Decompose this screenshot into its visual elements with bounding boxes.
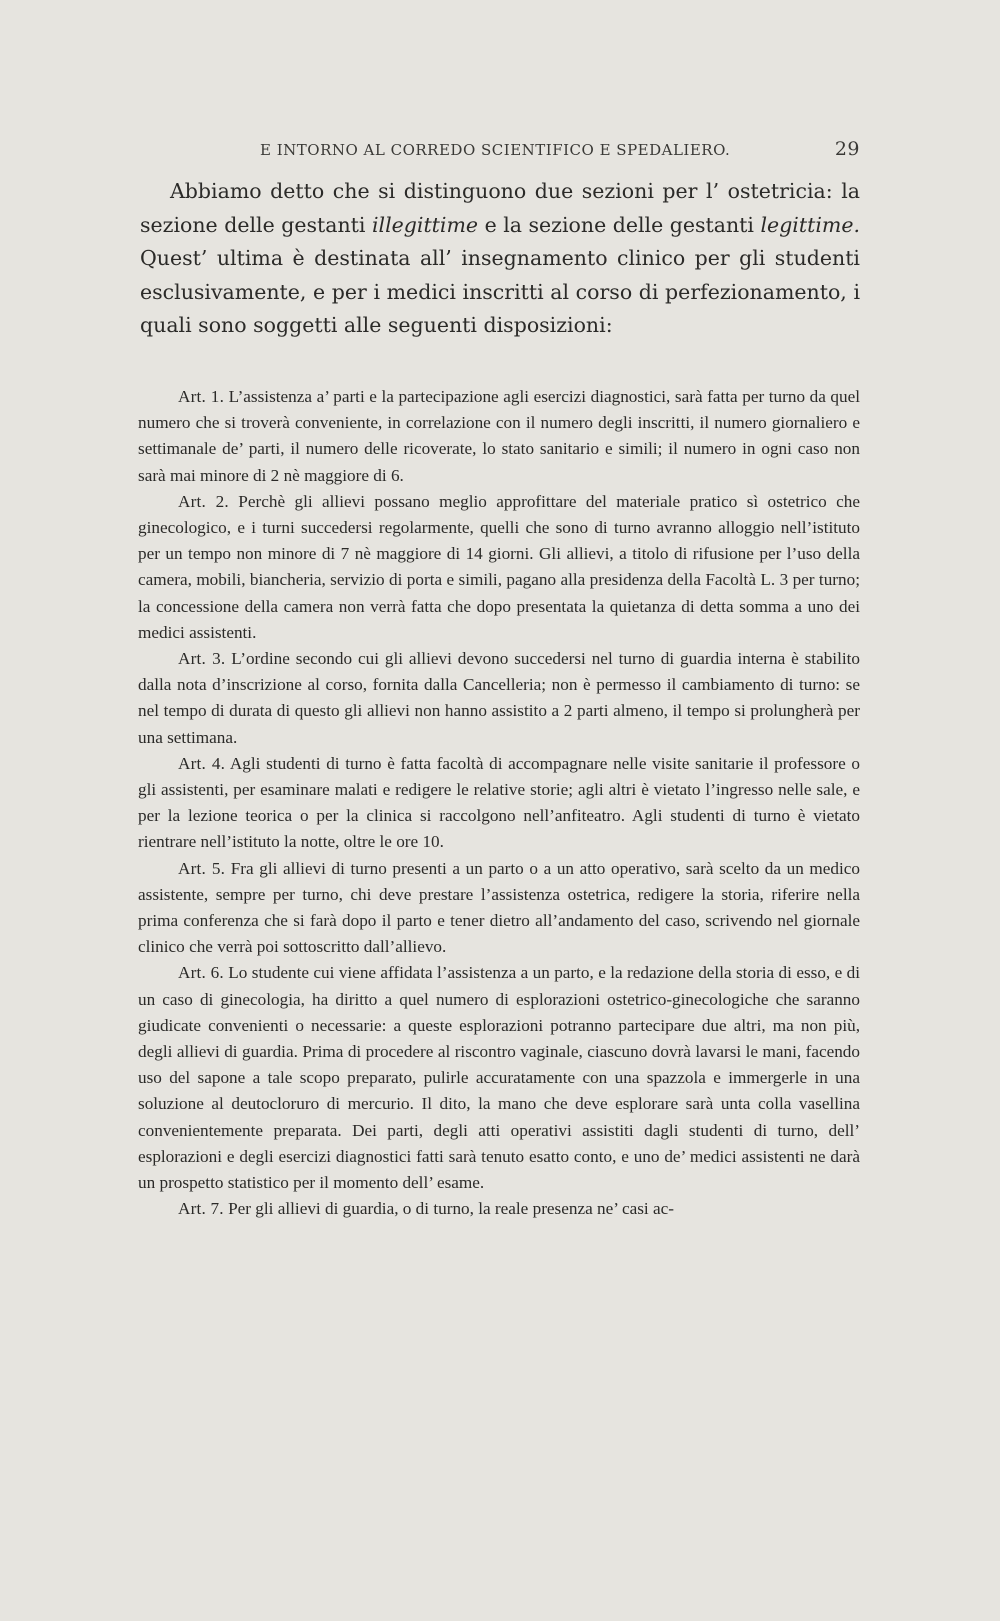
article-text: L’ordine secondo cui gli allievi devono succedersi nel turno di guardia interna è stabilito dalla nota d’inscrizione al corso, fornita dalla Cancelleria; non è permesso il cambiamento di turno: se nel tempo di durata di questo gli allievi non hanno assistito a 2 parti almeno, il tempo si prolungherà per una settimana. bbox=[138, 649, 861, 747]
intro-paragraph bbox=[140, 175, 860, 343]
article-text: Perchè gli allievi possano meglio approfittare del materiale pratico sì ostetrico che ginecologico, e i turni succedersi regolarmente, quelli che sono di turno avranno alloggio nell’istituto per un tempo non minore di 7 nè maggiore di 14 giorni. Gli allievi, a titolo di rifusione per l’uso della camera, mobili, biancheria, servizio di porta e simili, pagano alla presidenza della Facoltà L. 3 per turno; la concessione della camera non verrà fatta che dopo presentata la quietanza di detta somma a uno dei medici assistenti. bbox=[138, 491, 860, 642]
article-1 bbox=[138, 384, 860, 489]
article-4 bbox=[138, 751, 860, 856]
article-label: Art. 2. bbox=[178, 491, 229, 511]
article-text: Fra gli allievi di turno presenti a un parto o a un atto operativo, sarà scelto da un medico assistente, sempre per turno, chi deve prestare l’assistenza ostetrica, redigere la storia, riferire nella prima conferenza che si farà dopo il parto e tener dietro all’andamento del caso, scrivendo nel giornale clinico che verrà poi sottoscritto dall’allievo. bbox=[138, 858, 860, 957]
article-text: L’assistenza a’ parti e la partecipazione agli esercizi diagnostici, sarà fatta per turno da quel numero che si troverà conveniente, in correlazione con il numero degli inscritti, il numero giornaliero e settimanale de’ parti, il numero delle ricoverate, lo stato sanitario e simili; il numero in ogni caso non sarà mai minore di 2 nè maggiore di 6. bbox=[138, 387, 860, 485]
articles-section bbox=[138, 384, 860, 1223]
article-label: Art. 3. bbox=[178, 649, 226, 669]
intro-text-3: Quest’ ultima è destinata all’ insegnamento clinico per gli studenti esclusivamente, e per i medici inscritti al corso di perfezionamento, i quali sono soggetti alle seguenti disposizioni: bbox=[140, 246, 860, 337]
article-3 bbox=[138, 646, 860, 751]
article-label: Art. 4. bbox=[178, 753, 226, 773]
article-2 bbox=[138, 489, 860, 646]
article-label: Art. 5. bbox=[178, 858, 226, 878]
intro-text-1: Abbiamo detto che si distinguono due sezioni per l’ ostetricia: la sezione delle gestanti bbox=[140, 179, 860, 237]
running-title: E INTORNO AL CORREDO SCIENTIFICO E SPEDALIERO. bbox=[260, 141, 731, 159]
intro-text-2: e la sezione delle gestanti bbox=[478, 212, 761, 237]
running-header bbox=[140, 138, 860, 160]
intro-italic-legittime: legittime. bbox=[760, 212, 860, 237]
article-label: Art. 1. bbox=[178, 387, 225, 406]
article-label: Art. 7. bbox=[178, 1199, 224, 1219]
article-label: Art. 6. bbox=[178, 963, 224, 983]
article-5 bbox=[138, 856, 860, 961]
intro-italic-illegittime: illegittime bbox=[371, 212, 479, 237]
article-text: Agli studenti di turno è fatta facoltà di accompagnare nelle visite sanitarie il professore o gli assistenti, per esaminare malati e redigere le relative storie; agli altri è vietato l’ingresso nelle sale, e per la lezione teorica o per la clinica si raccolgono nell’anfiteatro. Agli studenti di turno è vietato rientrare nell’istituto la notte, oltre le ore 10. bbox=[138, 753, 860, 852]
article-6 bbox=[138, 960, 860, 1196]
article-7 bbox=[138, 1196, 860, 1222]
article-text: Per gli allievi di guardia, o di turno, la reale presenza ne’ casi ac- bbox=[223, 1199, 674, 1219]
article-text: Lo studente cui viene affidata l’assistenza a un parto, e la redazione della storia di esso, e di un caso di ginecologia, ha diritto a quel numero di esplorazioni ostetrico-ginecologiche che saranno giudicate convenienti o necessarie: a queste esplorazioni potranno partecipare due altri, ma non più, degli allievi di guardia. Prima di procedere al riscontro vaginale, ciascuno dovrà lavarsi le mani, facendo uso del sapone a tale scopo preparato, pulirle accuratamente con una spazzola e immergerle in una soluzione al deutocloruro di mercurio. Il dito, la mano che deve esplorare sarà unta colla vasellina convenientemente preparata. Dei parti, degli atti operativi assistiti dagli studenti di turno, dell’ esplorazioni e degli esercizi diagnostici fatti sarà tenuto esatto conto, e uno de’ medici assistenti ne darà un prospetto statistico per il momento dell’ esame. bbox=[138, 963, 860, 1193]
page-number: 29 bbox=[834, 138, 860, 160]
